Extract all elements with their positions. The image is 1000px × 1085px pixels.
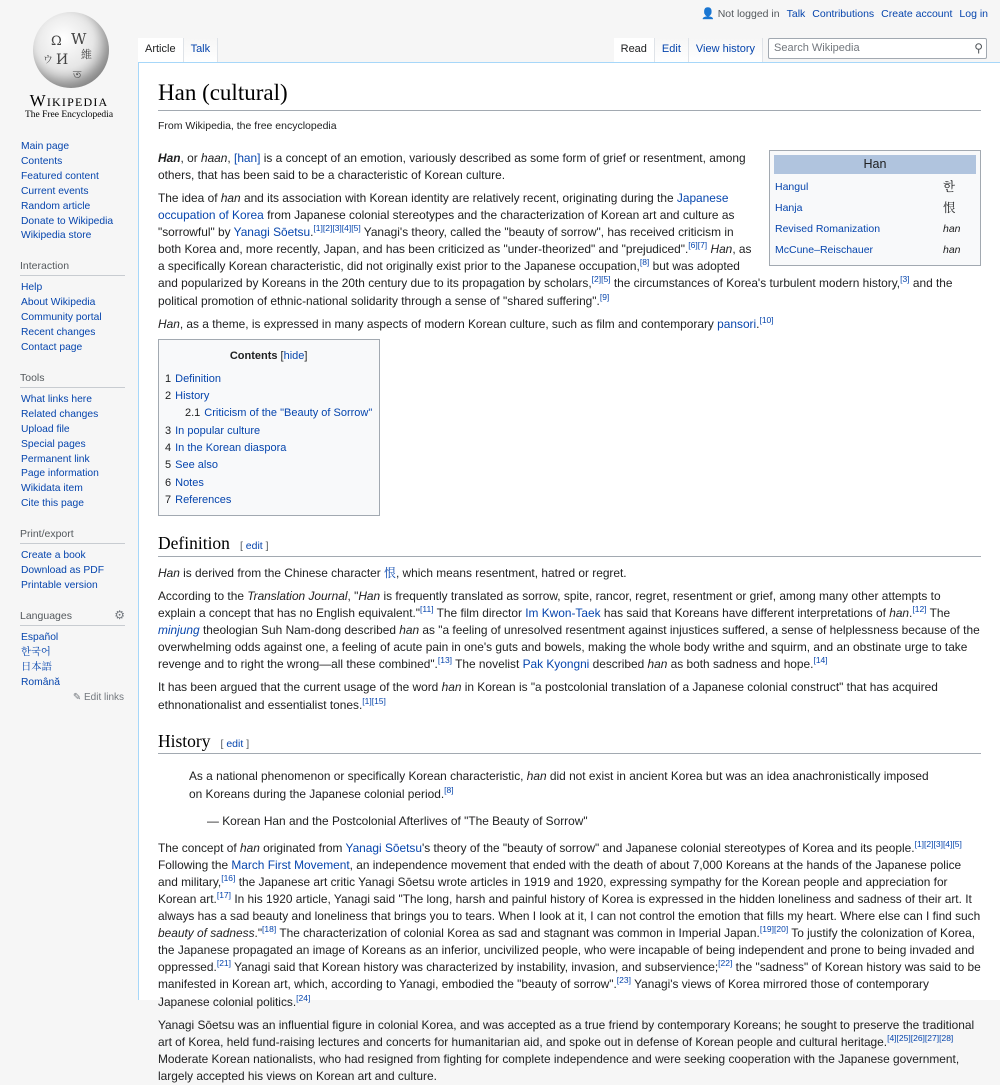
sidebar-item-lang-ja[interactable]: 日本語 <box>21 661 52 673</box>
sidebar-heading-tools: Tools <box>20 368 125 388</box>
site-sub: From Wikipedia, the free encyclopedia <box>158 119 337 132</box>
toc-number: 6 <box>165 476 172 489</box>
section-title: History <box>158 730 211 751</box>
sidebar-print-export <box>0 524 138 594</box>
paragraph: According to the Translation Journal, "Han is frequently translated as sorrow, spite, rancor, regret, resentment or grief, among many other attempts to explain a concept that has no English equivalent."[11] The film director Im Kwon-Taek has said that Koreans have different interpretations of han.[12] The minjung theologian Suh Nam-dong described han as "a feeling of unresolved resentment against injustices suffered, a sense of helplessness because of the overwhelming odds against one, a feeling of acute pain in one's guts and bowels, making the whole body writhe and squirm, and an obstinate urge to take revenge and to right the wrong—all these combined".[13] The novelist Pak Kyongni described han as both sadness and hope.[14] <box>158 589 980 672</box>
view-tabs <box>614 38 763 62</box>
paragraph: Han, as a theme, is expressed in many aspects of modern Korean culture, such as film and contemporary pansori.[10] <box>158 314 774 331</box>
sidebar-heading-print: Print/export <box>20 524 125 544</box>
sidebar-languages <box>0 606 138 704</box>
tab-article-label[interactable]: Article <box>145 43 176 55</box>
toc-text[interactable]: Criticism of the "Beauty of Sorrow" <box>204 407 373 420</box>
infobox-table <box>774 177 976 261</box>
block-quote: As a national phenomenon or specifically Korean characteristic, han did not exist in ancient Korea but was an idea anachronistically imposed on Koreans during the Japanese colonial period.[8] <box>189 769 929 801</box>
infobox-label-hangul[interactable]: Hangul <box>775 180 809 193</box>
toc-number: 3 <box>165 424 172 437</box>
section-heading-definition <box>158 532 981 557</box>
log-in-link[interactable]: Log in <box>959 7 988 20</box>
edit-section-link[interactable]: edit <box>226 737 244 750</box>
sidebar-item-what-links-here[interactable]: What links here <box>21 393 92 405</box>
toc-title: Contents [hide] <box>229 349 308 362</box>
languages-heading-label: Languages <box>20 609 72 622</box>
edit-section: [ edit ] <box>239 540 269 553</box>
section-title: Definition <box>158 533 230 554</box>
paragraph: The idea of han and its association with Korean identity are relatively recent, originating during the Japanese occupation of Korea from Japanese colonial stereotypes and the characterization of Korean art and culture as "sorrowful" by Yanagi Sōetsu.[1][2][3][4][5] Yanagi's theory, called the "beauty of sorrow", has received criticism in both Korea and, more recently, Japan, and has been criticized as "under-theorized" and "prejudiced".[6][7] Han, as a specifically Korean characteristic, did not originally exist prior to the Japanese occupation,[8] but was adopted and popularized by Koreans in the 20th century due to its propagation by scholars,[2][5] the circumstances of Korea's turbulent modern history,[3] and the political promotion of ethnic-national solidarity through a sense of "shared suffering".[9] <box>158 190 953 308</box>
toc-text[interactable]: References <box>175 493 232 506</box>
namespace-tabs <box>138 38 218 62</box>
toc-hide-link[interactable]: hide <box>283 349 305 362</box>
toc-number: 1 <box>165 372 172 385</box>
sidebar-interaction <box>0 256 138 356</box>
sidebar-item-donate[interactable]: Donate to Wikipedia <box>21 215 114 227</box>
toc-item[interactable] <box>165 371 372 388</box>
toc-number: 7 <box>165 493 172 506</box>
toc-number: 5 <box>165 459 172 472</box>
toc-number: 2 <box>165 390 172 403</box>
wikipedia-wordmark <box>0 91 138 111</box>
article-body <box>158 150 981 1085</box>
sidebar-item-main-page[interactable]: Main page <box>21 141 70 152</box>
sidebar-item-page-information[interactable]: Page information <box>21 468 99 480</box>
sidebar-item-cite-this-page[interactable]: Cite this page <box>21 498 84 510</box>
infobox-value: 恨 <box>943 200 956 215</box>
infobox-value: han <box>943 223 961 236</box>
paragraph: Han is derived from the Chinese character 恨, which means resentment, hatred or regret. <box>158 565 627 580</box>
sidebar <box>0 140 138 715</box>
search-box <box>768 38 987 59</box>
sidebar-item-current-events[interactable]: Current events <box>21 185 89 197</box>
sidebar-item-create-book[interactable]: Create a book <box>21 550 86 562</box>
globe-glyph: 維 <box>81 48 92 61</box>
search-icon[interactable]: ⚲ <box>974 41 983 55</box>
sidebar-heading-languages <box>20 606 125 626</box>
not-logged-in <box>701 7 780 20</box>
tab-edit[interactable] <box>655 38 689 62</box>
toc-list <box>165 371 372 509</box>
not-logged-in-label: Not logged in <box>717 7 780 20</box>
infobox-value: han <box>943 244 961 257</box>
globe-glyph: ত <box>73 68 82 81</box>
infobox-label-mccune-reischauer[interactable]: McCune–Reischauer <box>775 244 874 257</box>
tab-read-label[interactable]: Read <box>620 43 647 55</box>
paragraph: Han, or haan, [han] is a concept of an emotion, variously described as some form of grief or resentment, among others, that has been said to be a characteristic of Korean culture. <box>158 150 746 182</box>
tab-edit-label[interactable]: Edit <box>661 43 681 55</box>
toc-item[interactable] <box>165 457 372 474</box>
toc-item[interactable] <box>165 405 372 422</box>
paragraph: Yanagi Sōetsu was an influential figure in colonial Korea, and was accepted as a true friend by contemporary Koreans; he sought to preserve the traditional art of Korea, held fund-raising lectures and concerts for humanitarian aid, and spoke out in defense of Korean people and cultural heritage.[4][25][26][27][28] Moderate Korean nationalists, who had resigned from fighting for complete independence and were seeking cooperation with the Japanese government, largely accepted his views on Korean art and culture. <box>158 1017 975 1083</box>
sidebar-heading-interaction: Interaction <box>20 256 125 276</box>
search-input[interactable] <box>769 39 964 57</box>
sidebar-item-recent-changes[interactable]: Recent changes <box>21 327 96 339</box>
globe-glyph: ウ <box>43 55 53 66</box>
globe-glyph: W <box>71 30 87 48</box>
wikipedia-tagline: The Free Encyclopedia <box>24 110 114 120</box>
sidebar-item-contact[interactable]: Contact page <box>21 341 83 353</box>
sidebar-item-store[interactable]: Wikipedia store <box>21 230 92 242</box>
toc-number: 4 <box>165 441 172 454</box>
toc-text[interactable]: Definition <box>175 372 221 385</box>
infobox-label-hanja[interactable]: Hanja <box>775 201 803 214</box>
toc-text[interactable]: History <box>175 390 210 403</box>
sidebar-item-random-article[interactable]: Random article <box>21 200 91 212</box>
edit-section: [ edit ] <box>220 737 250 750</box>
personal-tools <box>701 7 988 20</box>
sidebar-item-printable-version[interactable]: Printable version <box>21 579 98 591</box>
paragraph: The concept of han originated from Yanagi Sōetsu's theory of the "beauty of sorrow" and Japanese colonial stereotypes of Korea and its people.[1][2][3][4][5] Following the March First Movement, an independence movement that ended with the death of about 7,000 Koreans at the hands of the Japanese police and military,[16] the Japanese art critic Yanagi Sōetsu wrote articles in 1919 and 1920, expressing sympathy for the Korean people and appreciation for Korean art.[17] In his 1920 article, Yanagi said "The long, harsh and painful history of Korea is expressed in the hidden loneliness and sadness of their art. It always has a sad beauty and loneliness that brings you to tears. When I look at it, I can not control the emotion that fills my heart. Where else can I find such beauty of sadness."[18] The characterization of colonial Korea as sad and stagnant was common in Imperial Japan.[19][20] To justify the colonization of Korea, the Japanese propagated an image of Koreans as an inferior, uncivilized people, who were incapable of being independent and prone to being invaded and oppressed.[21] Yanagi said that Korean history was characterized by instability, invasion, and subservience;[22] the "sadness" of Korean history was said to be manifested in Korean art, which, according to Yanagi, embodied the "beauty of sorrow".[23] Yanagi's views of Korea mirrored those of contemporary Japanese colonial politics.[24] <box>158 838 981 1009</box>
quote-author: Korean Han and the Postcolonial Afterlives of "The Beauty of Sorrow" <box>222 813 588 828</box>
infobox-value: 한 <box>943 179 956 194</box>
toc-text[interactable]: Notes <box>175 476 204 489</box>
sidebar-item-lang-ro[interactable]: Română <box>21 676 60 688</box>
edit-links-label[interactable]: Edit links <box>83 692 124 704</box>
sidebar-item-download-pdf[interactable]: Download as PDF <box>21 565 104 577</box>
sidebar-navigation <box>0 140 138 244</box>
sidebar-item-lang-es[interactable]: Español <box>21 631 59 643</box>
toc-item[interactable] <box>165 440 372 457</box>
sidebar-item-special-pages[interactable]: Special pages <box>21 438 86 450</box>
toc-item[interactable] <box>165 388 372 405</box>
sidebar-item-upload-file[interactable]: Upload file <box>21 423 70 435</box>
toc-text[interactable]: See also <box>175 459 218 472</box>
article-content <box>138 62 1000 1083</box>
tab-view-history[interactable] <box>689 38 763 62</box>
paragraph: It has been argued that the current usage of the word han in Korean is "a postcolonial translation of a Japanese colonial construct" that has acquired ethnonationalist and essentialist tones.[1][15] <box>158 680 938 712</box>
tab-read[interactable] <box>614 38 655 62</box>
sidebar-item-help[interactable]: Help <box>21 282 43 294</box>
sidebar-item-related-changes[interactable]: Related changes <box>21 408 99 420</box>
toc-item[interactable] <box>165 423 372 440</box>
quote-attribution: — Korean Han and the Postcolonial Afterlives of "The Beauty of Sorrow" <box>207 813 588 828</box>
sidebar-item-community-portal[interactable]: Community portal <box>21 312 102 324</box>
section-heading-history <box>158 730 981 755</box>
personal-talk-link[interactable]: Talk <box>786 7 806 20</box>
sidebar-item-permanent-link[interactable]: Permanent link <box>21 453 90 465</box>
toc-title-label: Contents <box>229 349 278 362</box>
globe-glyph: Ω <box>51 34 62 49</box>
table-of-contents <box>158 339 380 516</box>
user-icon: 👤 <box>701 8 715 20</box>
pencil-icon: ✎ <box>72 692 82 704</box>
wikipedia-globe-icon <box>33 12 109 88</box>
sidebar-item-wikidata-item[interactable]: Wikidata item <box>21 483 83 495</box>
tab-talk[interactable] <box>184 38 219 62</box>
sidebar-item-lang-ko[interactable]: 한국어 <box>21 646 51 658</box>
sidebar-item-contents[interactable]: Contents <box>21 155 63 167</box>
toc-number: 2.1 <box>185 407 201 420</box>
infobox-label-revised-romanization[interactable]: Revised Romanization <box>775 223 881 236</box>
page-title: Han (cultural) <box>158 79 981 111</box>
tab-talk-label[interactable]: Talk <box>190 43 211 55</box>
contributions-link[interactable]: Contributions <box>812 7 875 20</box>
toc-item[interactable] <box>165 492 372 509</box>
sidebar-tools <box>0 368 138 512</box>
edit-links[interactable] <box>21 692 124 703</box>
infobox-title: Han <box>774 155 976 174</box>
infobox-row <box>774 198 976 219</box>
toc-item[interactable] <box>165 475 372 492</box>
globe-glyph: И <box>56 52 69 68</box>
toc-text[interactable]: In popular culture <box>175 424 261 437</box>
infobox-row <box>774 177 976 198</box>
edit-section-link[interactable]: edit <box>245 540 263 553</box>
gear-icon[interactable]: ⚙ <box>114 607 125 622</box>
sidebar-item-about[interactable]: About Wikipedia <box>21 297 96 309</box>
tab-article[interactable] <box>138 38 184 62</box>
infobox-row <box>774 219 976 240</box>
toc-text[interactable]: In the Korean diaspora <box>175 441 287 454</box>
sidebar-item-featured-content[interactable]: Featured content <box>21 170 99 182</box>
wordmark-text: Wikipedia <box>29 91 109 110</box>
tab-view-history-label[interactable]: View history <box>695 43 755 55</box>
infobox <box>769 150 981 266</box>
create-account-link[interactable]: Create account <box>881 7 953 20</box>
infobox-row <box>774 240 976 261</box>
wikipedia-logo[interactable] <box>0 0 138 128</box>
